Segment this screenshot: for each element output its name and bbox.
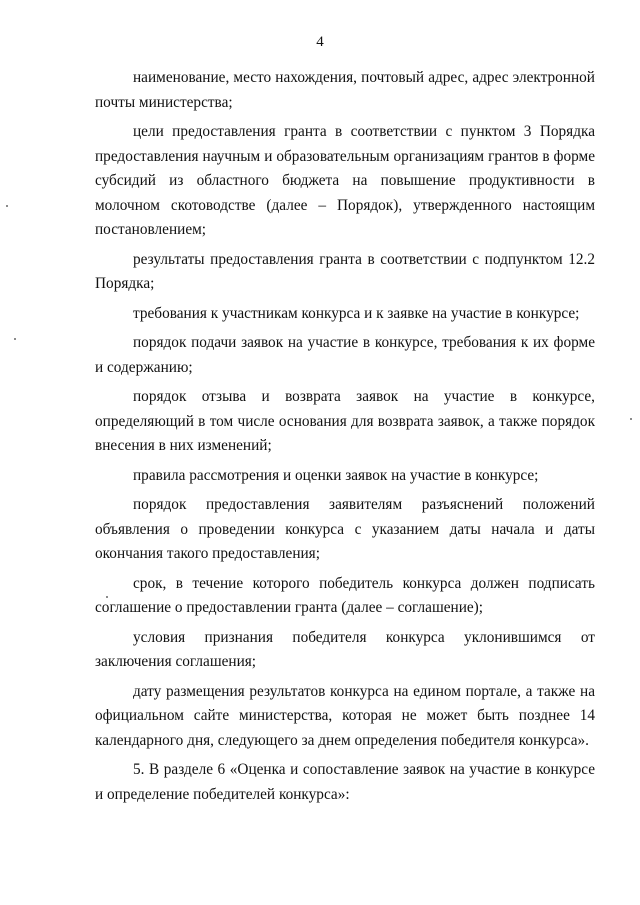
paragraph-evasion-conditions: условия признания победителя конкурса уклонившимся от заключения соглашения;: [95, 628, 595, 670]
paragraph-results-publication: дату размещения результатов конкурса на едином портале, а также на официальном сайте министерства, которая не может быть позднее 14 календарного дня, следующего за днем определения победителя конкурса».: [95, 682, 595, 749]
scan-speck: [630, 418, 632, 420]
paragraph-withdrawal-procedure: порядок отзыва и возврата заявок на участие в конкурсе, определяющий в том числе основания для возврата заявок, а также порядок внесения в них изменений;: [95, 388, 595, 454]
page-number: 4: [316, 34, 324, 50]
paragraph-participant-requirements: требования к участникам конкурса и к заявке на участие в конкурсе;: [133, 304, 580, 322]
paragraph-application-procedure: порядок подачи заявок на участие в конкурсе, требования к их форме и содержанию;: [95, 334, 595, 376]
scan-speck: [6, 205, 8, 207]
scan-speck: [106, 596, 108, 598]
paragraph-section-6: 5. В разделе 6 «Оценка и сопоставление заявок на участие в конкурсе и определение победителей конкурса»:: [95, 761, 595, 803]
paragraph-ministry-details: наименование, место нахождения, почтовый адрес, адрес электронной почты министерства;: [95, 69, 595, 111]
paragraph-agreement-deadline: срок, в течение которого победитель конкурса должен подписать соглашение о предоставлении гранта (далее – соглашение);: [95, 574, 595, 616]
paragraph-grant-results: результаты предоставления гранта в соответствии с подпунктом 12.2 Порядка;: [95, 250, 595, 292]
scan-speck: [14, 338, 16, 340]
paragraph-review-rules: правила рассмотрения и оценки заявок на участие в конкурсе;: [133, 466, 539, 484]
document-body: [95, 66, 595, 812]
paragraph-clarifications: порядок предоставления заявителям разъяснений положений объявления о проведении конкурса с указанием даты начала и даты окончания такого предоставления;: [95, 496, 595, 562]
paragraph-grant-goals: цели предоставления гранта в соответствии с пунктом 3 Порядка предоставления научным и образовательным организациям грантов в форме субсидий из областного бюджета на повышение продуктивности в молочном скотоводстве (далее – Порядок), утвержденного настоящим постановлением;: [95, 123, 595, 238]
